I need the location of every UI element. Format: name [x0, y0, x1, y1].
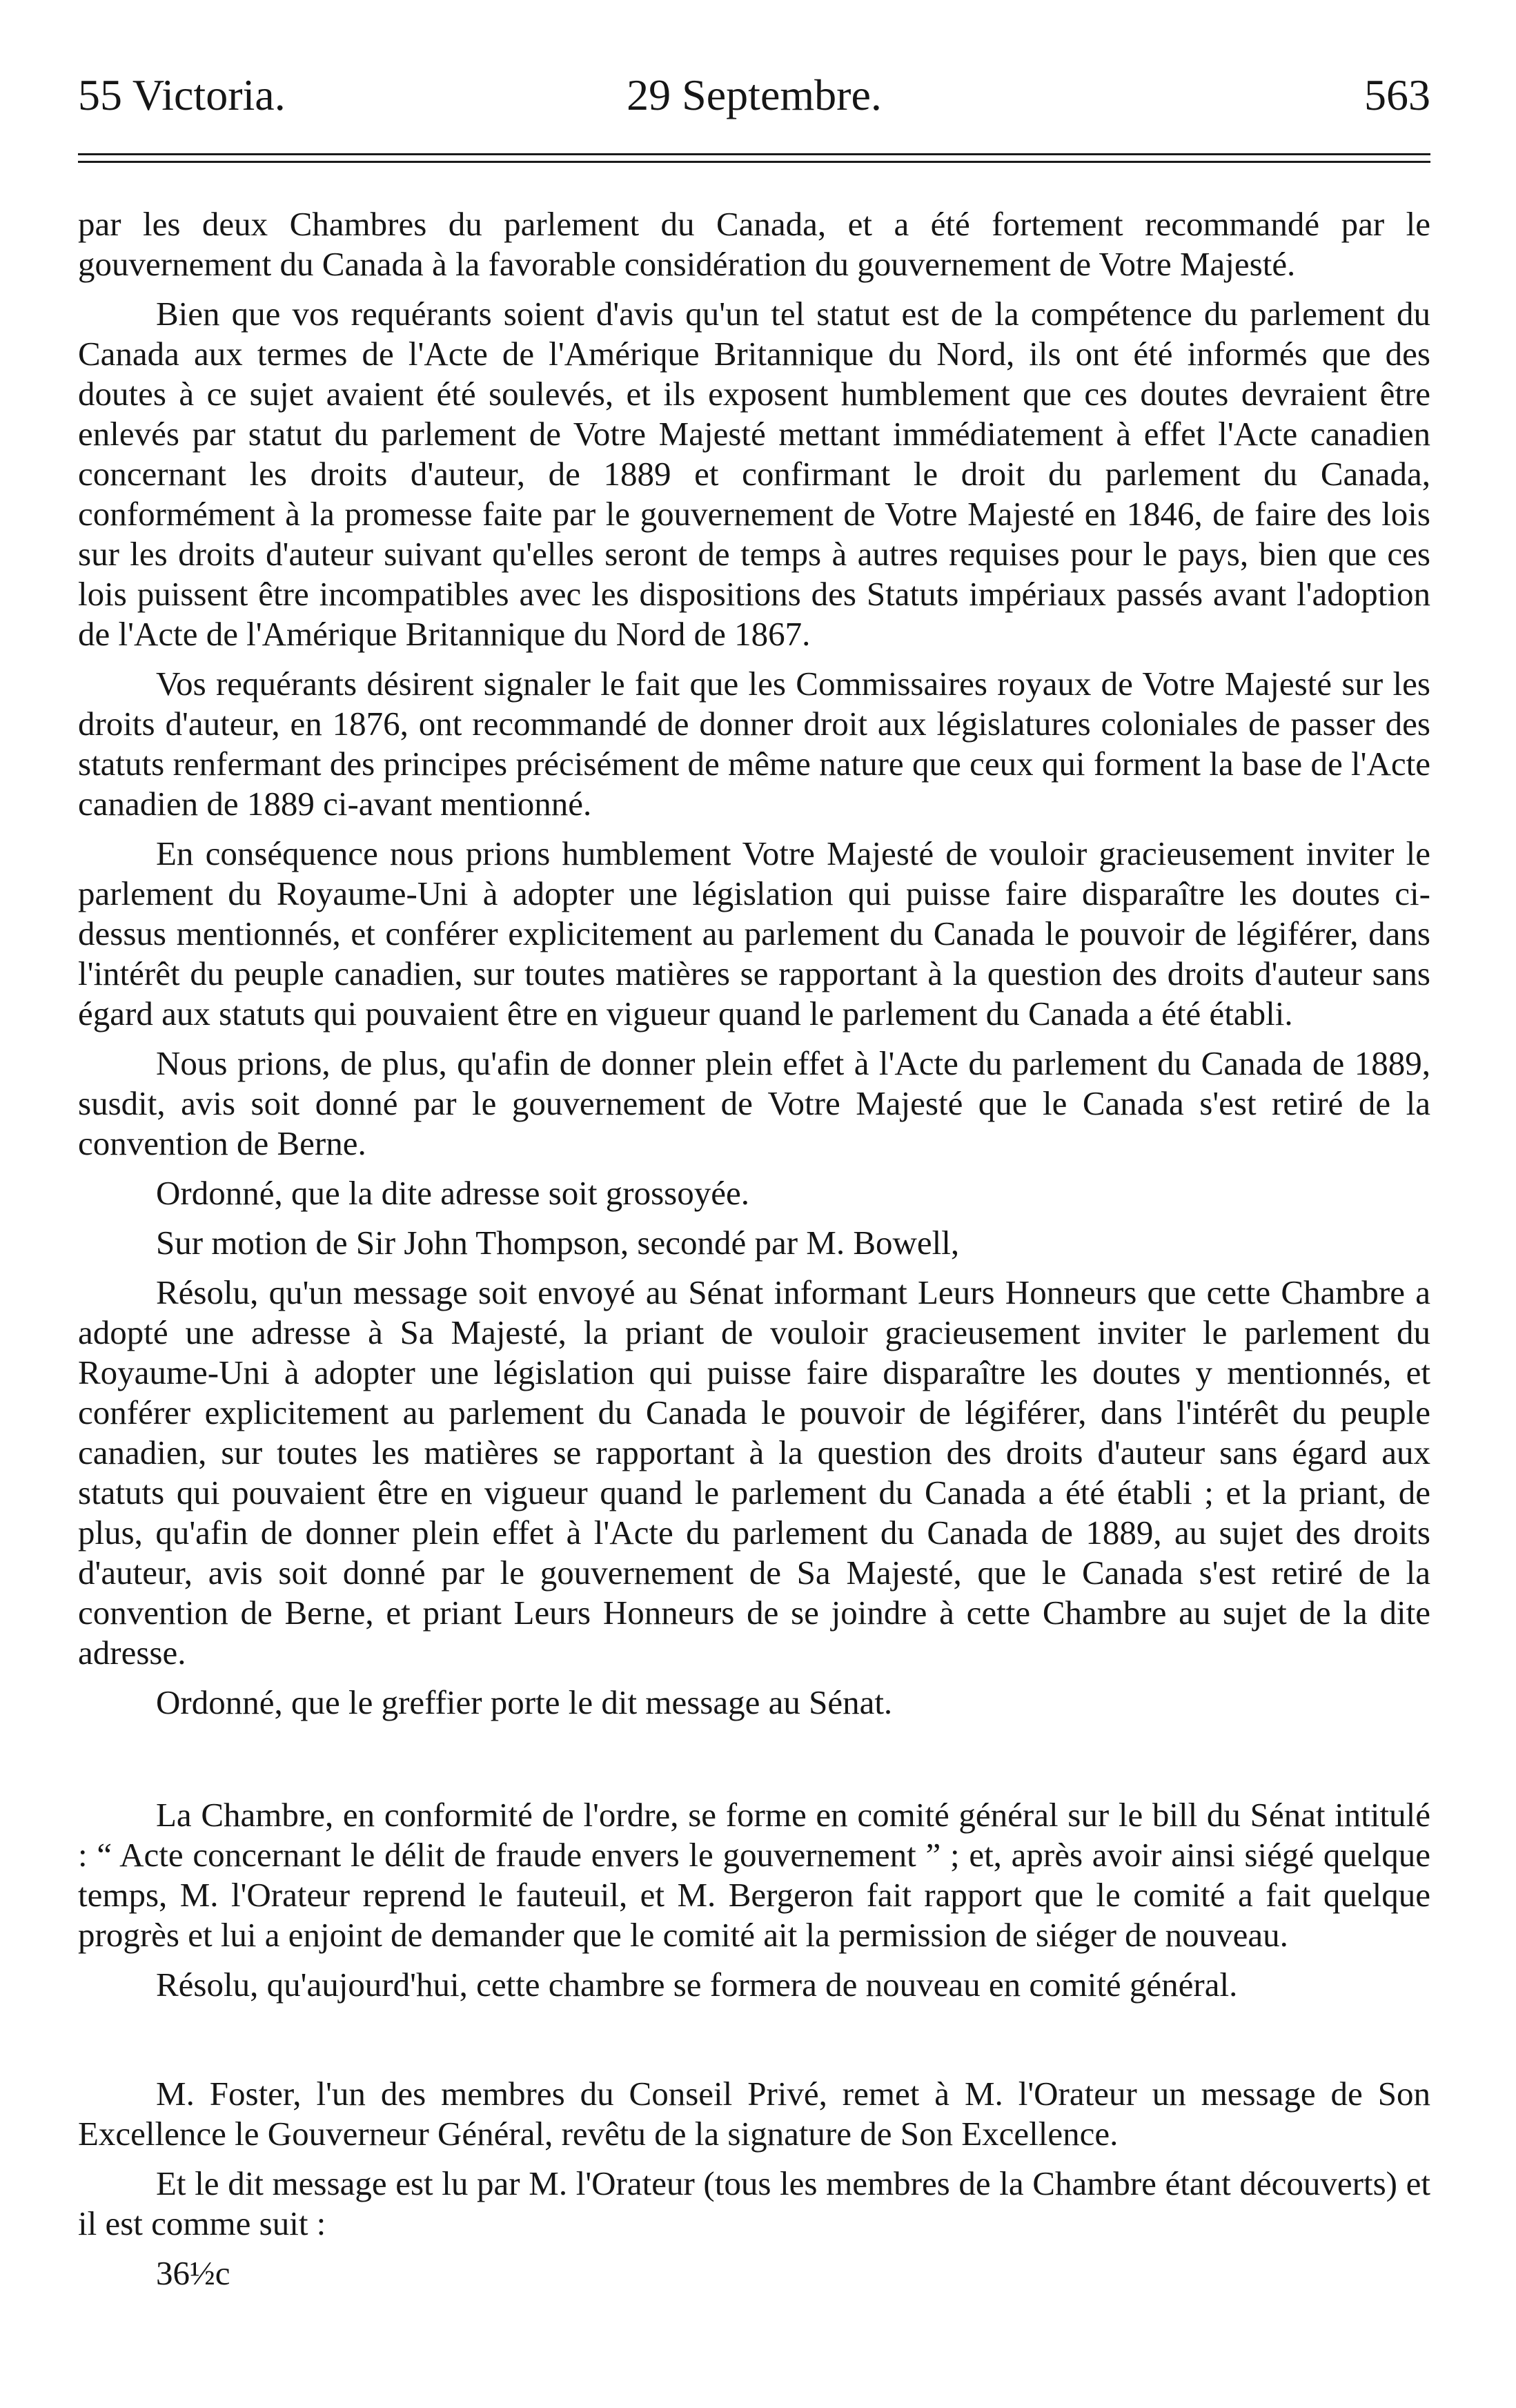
paragraph-motion: Sur motion de Sir John Thompson, secondé par M. Bowell, [156, 1224, 960, 1262]
header-session: 55 Victoria. [78, 70, 286, 119]
paragraph-berne-convention: Nous prions, de plus, qu'afin de donner plein effet à l'Acte du parlement du Canada de 1889, susdit, avis soit donné par le gouvernement de Votre Majesté que le Canada s'est retiré de la convention de Berne. [78, 1044, 1430, 1162]
header-date: 29 Septembre. [627, 70, 882, 119]
paragraph-committee-fraud-bill: La Chambre, en conformité de l'ordre, se forme en comité général sur le bill du Sénat intitulé : “ Acte concernant le délit de fraude envers le gouvernement ” ; et, après avoir ainsi siégé quelque temps, M. l'Orateur reprend le fauteuil, et M. Bergeron fait rapport que le comité a fait quelque progrès et lui a enjoint de demander que le comité ait la permission de siéger de nouveau. [78, 1796, 1430, 1954]
paragraph-order-engross: Ordonné, que la dite adresse soit grossoyée. [156, 1174, 749, 1212]
page-number: 563 [1364, 70, 1430, 119]
paragraph-resolution-senate-message: Résolu, qu'un message soit envoyé au Sénat informant Leurs Honneurs que cette Chambre a adopté une adresse à Sa Majesté, la priant de vouloir gracieusement inviter le parlement du Royaume-Uni à adopter une législation qui puisse faire disparaître les doutes y mentionnés, et conférer explicitement au parlement du Canada le pouvoir de légiférer, dans l'intérêt du peuple canadien, sur toutes les matières se rapportant à la question des droits d'auteur sans égard aux statuts qui pouvaient être en vigueur quand le parlement du Canada a été établi ; et la priant, de plus, qu'afin de donner plein effet à l'Acte du parlement du Canada de 1889, au sujet des droits d'auteur, avis soit donné par le gouvernement de Sa Majesté, que le Canada s'est retiré de la convention de Berne, et priant Leurs Honneurs de se joindre à cette Chambre au sujet de la dite adresse. [78, 1273, 1430, 1672]
header-rule-bottom [78, 161, 1430, 163]
paragraph-message-read: Et le dit message est lu par M. l'Orateur (tous les membres de la Chambre étant découverts) et il est comme suit : [78, 2164, 1430, 2242]
paragraph-humble-prayer: En conséquence nous prions humblement Votre Majesté de vouloir gracieusement inviter le parlement du Royaume-Uni à adopter une législation qui puisse faire disparaître les doutes ci-dessus mentionnés, et conférer explicitement au parlement du Canada le pouvoir de légiférer, dans l'intérêt du peuple canadien, sur toutes matières se rapportant à la question des droits d'auteur sans égard aux statuts qui pouvaient être en vigueur quand le parlement du Canada a été établi. [78, 834, 1430, 1032]
paragraph-royal-commissioners: Vos requérants désirent signaler le fait que les Commissaires royaux de Votre Majesté sur les droits d'auteur, en 1876, ont recommandé de donner droit aux législatures coloniales de passer des statuts renfermant des principes précisément de même nature que ceux qui forment la base de l'Acte canadien de 1889 ci-avant mentionné. [78, 665, 1430, 823]
running-header [78, 71, 1430, 119]
printer-signature-mark: 36½c [156, 2254, 230, 2292]
paragraph-continuation: par les deux Chambres du parlement du Canada, et a été fortement recommandé par le gouvernement du Canada à la favorable considération du gouvernement de Votre Majesté. [78, 205, 1430, 283]
page-body [78, 204, 1430, 2303]
paragraph-resolution-committee: Résolu, qu'aujourd'hui, cette chambre se formera de nouveau en comité général. [156, 1966, 1238, 2004]
paragraph-order-clerk: Ordonné, que le greffier porte le dit message au Sénat. [156, 1683, 893, 1721]
paragraph-petitioners-opinion: Bien que vos requérants soient d'avis qu'un tel statut est de la compétence du parlement du Canada aux termes de l'Acte de l'Amérique Britannique du Nord, ils ont été informés que des doutes à ce sujet avaient été soulevés, et ils exposent humblement que ces doutes devraient être enlevés par statut du parlement de Votre Majesté mettant immédiatement à effet l'Acte canadien concernant les droits d'auteur, de 1889 et confirmant le droit du parlement du Canada, conformément à la promesse faite par le gouvernement de Votre Majesté en 1846, de faire des lois sur les droits d'auteur suivant qu'elles seront de temps à autres requises pour le pays, bien que ces lois puissent être incompatibles avec les dispositions des Statuts impériaux passés avant l'adoption de l'Acte de l'Amérique Britannique du Nord de 1867. [78, 295, 1430, 653]
paragraph-governor-message: M. Foster, l'un des membres du Conseil Privé, remet à M. l'Orateur un message de Son Excellence le Gouverneur Général, revêtu de la signature de Son Excellence. [78, 2075, 1430, 2153]
header-rule-top [78, 153, 1430, 155]
